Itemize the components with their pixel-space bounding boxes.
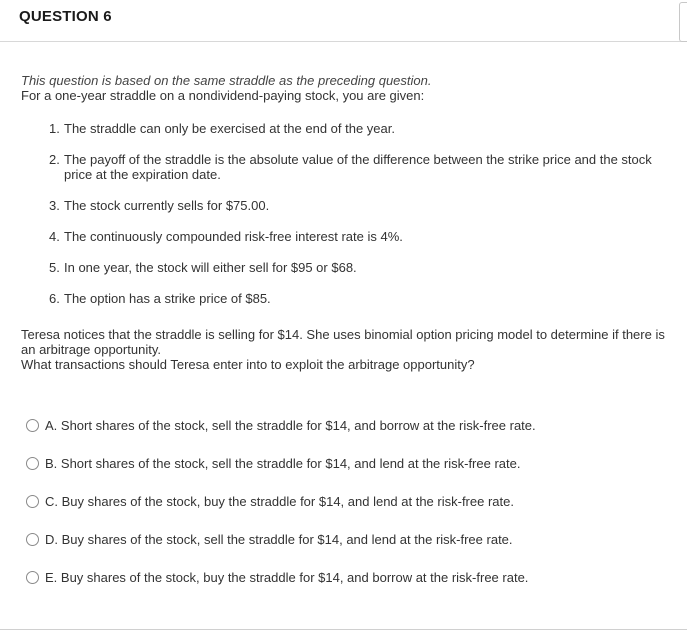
given-number: 2.: [49, 152, 60, 167]
answer-option-a[interactable]: [26, 417, 666, 433]
option-label: B. Short shares of the stock, sell the straddle for $14, and lend at the risk-free rate.: [45, 455, 521, 471]
given-text: The option has a strike price of $85.: [64, 291, 271, 306]
given-item-1: [49, 121, 679, 136]
answer-option-d[interactable]: [26, 531, 666, 547]
given-number: 6.: [49, 291, 60, 306]
given-intro: For a one-year straddle on a nondividend-paying stock, you are given:: [21, 88, 425, 103]
scenario-text: Teresa notices that the straddle is selling for $14. She uses binomial option pricing model to determine if there is an arbitrage opportunity.: [21, 327, 665, 357]
given-item-3: [49, 198, 679, 213]
given-list: [49, 121, 679, 306]
question-intro: [21, 73, 671, 103]
radio-button[interactable]: [26, 419, 39, 432]
answer-option-c[interactable]: [26, 493, 666, 509]
given-text: The payoff of the straddle is the absolute value of the difference between the strike price and the stock price at the expiration date.: [64, 152, 652, 182]
question-scenario: [21, 327, 681, 372]
option-label: C. Buy shares of the stock, buy the straddle for $14, and lend at the risk-free rate.: [45, 493, 514, 509]
given-number: 1.: [49, 121, 60, 136]
answer-option-e[interactable]: [26, 569, 666, 585]
given-number: 4.: [49, 229, 60, 244]
points-box: [679, 2, 687, 42]
answer-option-b[interactable]: [26, 455, 666, 471]
given-item-6: [49, 291, 679, 306]
given-number: 3.: [49, 198, 60, 213]
given-number: 5.: [49, 260, 60, 275]
answer-options: [26, 417, 666, 607]
given-text: The straddle can only be exercised at the end of the year.: [64, 121, 395, 136]
option-label: D. Buy shares of the stock, sell the straddle for $14, and lend at the risk-free rate.: [45, 531, 513, 547]
given-text: In one year, the stock will either sell for $95 or $68.: [64, 260, 357, 275]
given-item-2: [49, 152, 679, 182]
footer-divider: [0, 629, 687, 630]
given-text: The continuously compounded risk-free interest rate is 4%.: [64, 229, 403, 244]
given-text: The stock currently sells for $75.00.: [64, 198, 270, 213]
radio-button[interactable]: [26, 495, 39, 508]
given-item-5: [49, 260, 679, 275]
context-note: This question is based on the same straddle as the preceding question.: [21, 73, 432, 88]
question-header: [0, 0, 687, 42]
question-title: QUESTION 6: [19, 8, 112, 25]
option-label: A. Short shares of the stock, sell the straddle for $14, and borrow at the risk-free rate.: [45, 417, 536, 433]
given-item-4: [49, 229, 679, 244]
radio-button[interactable]: [26, 457, 39, 470]
radio-button[interactable]: [26, 571, 39, 584]
radio-button[interactable]: [26, 533, 39, 546]
question-prompt: What transactions should Teresa enter into to exploit the arbitrage opportunity?: [21, 357, 475, 372]
option-label: E. Buy shares of the stock, buy the straddle for $14, and borrow at the risk-free rate.: [45, 569, 529, 585]
